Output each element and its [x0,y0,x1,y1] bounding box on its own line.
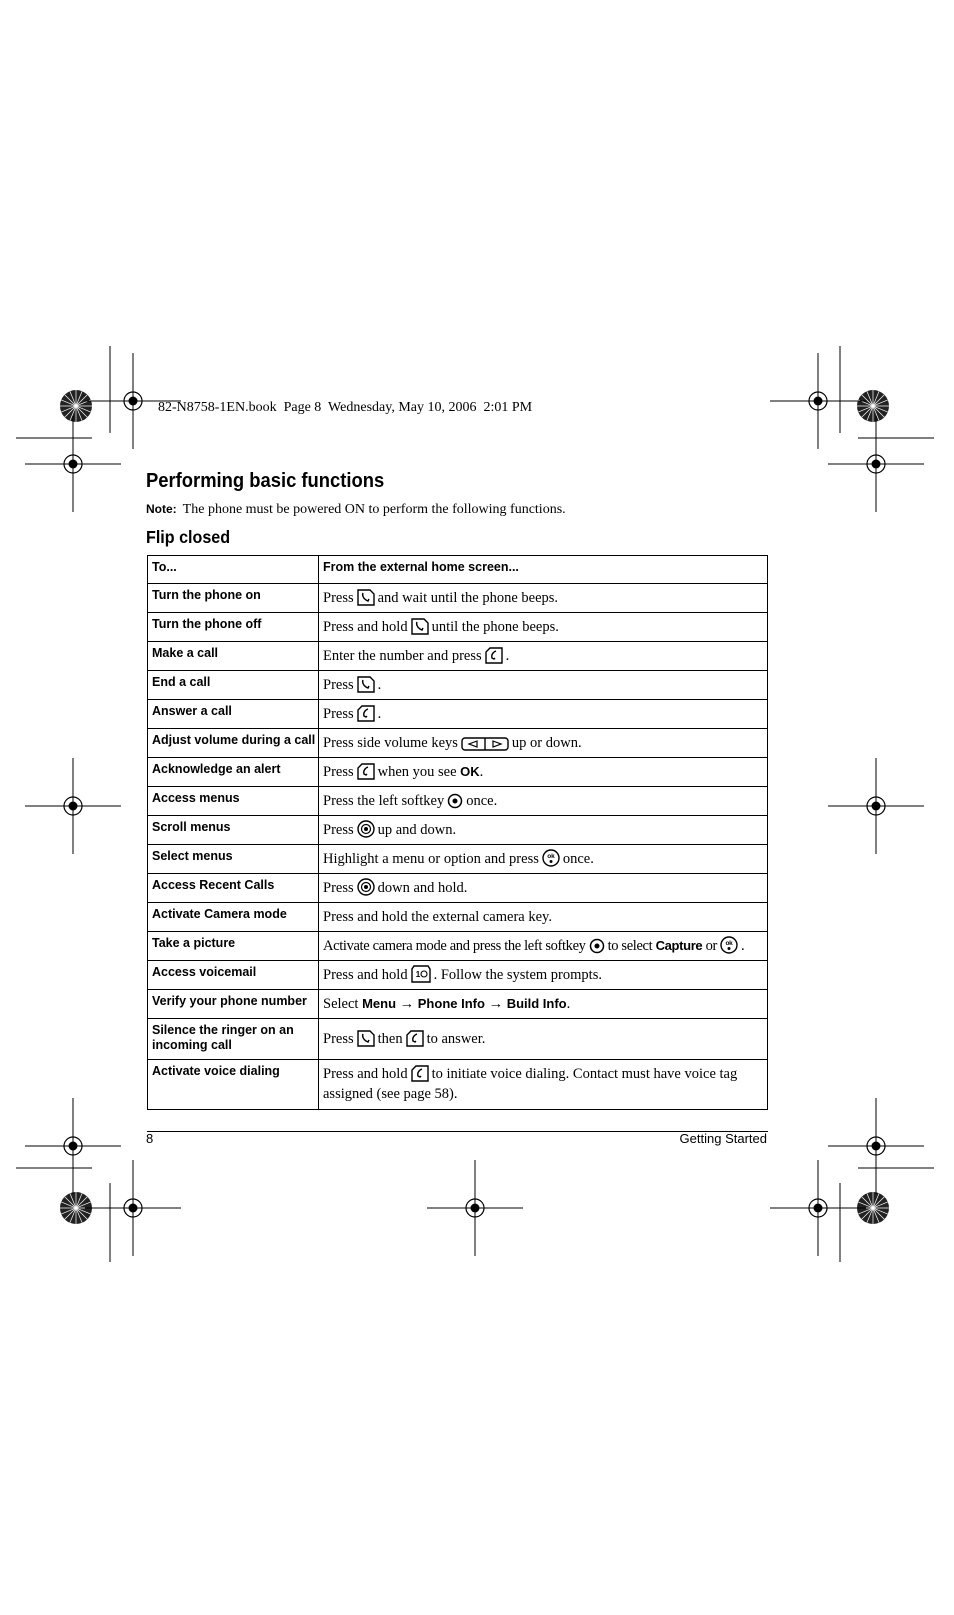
table-row [148,613,768,642]
end-key-icon [357,589,375,606]
send-key-icon [485,647,503,664]
svg-text:1: 1 [415,970,420,979]
row-instruction: Press . [319,700,768,729]
table-header-from: From the external home screen... [319,556,768,584]
send-key-icon [357,763,375,780]
table-row [148,671,768,700]
row-action: Turn the phone on [148,584,319,613]
row-instruction: Press side volume keys up or down. [319,729,768,758]
row-action: Make a call [148,642,319,671]
row-action: Select menus [148,845,319,874]
end-key-icon [411,618,429,635]
row-instruction: Press the left softkey once. [319,787,768,816]
table-header-to: To... [148,556,319,584]
ok-key-icon [720,936,738,954]
left-softkey-icon [447,793,463,809]
table-header-row [148,556,768,584]
table-row [148,990,768,1019]
row-action: Take a picture [148,932,319,961]
row-instruction: Press . [319,671,768,700]
row-instruction: Select Menu → Phone Info → Build Info. [319,990,768,1019]
section-subtitle: Flip closed [146,527,231,547]
table-row [148,787,768,816]
row-instruction: Activate camera mode and press the left softkey to select Capture or ok . [319,932,768,961]
table-row [148,932,768,961]
row-instruction: Press up and down. [319,816,768,845]
table-row [148,584,768,613]
table-row [148,903,768,932]
page-title: Performing basic functions [146,470,385,492]
table-row [148,845,768,874]
navigation-key-icon [357,820,375,838]
table-row [148,700,768,729]
note-label: Note: [146,502,177,516]
row-action: Access menus [148,787,319,816]
row-action: Access Recent Calls [148,874,319,903]
table-row [148,758,768,787]
table-row [148,961,768,990]
row-action: Acknowledge an alert [148,758,319,787]
row-instruction: Enter the number and press . [319,642,768,671]
volume-keys-icon [461,737,509,751]
row-instruction: Press when you see OK. [319,758,768,787]
row-instruction: Press then to answer. [319,1019,768,1060]
table-row [148,874,768,903]
row-action: Turn the phone off [148,613,319,642]
table-row [148,642,768,671]
end-key-icon [357,1030,375,1047]
send-key-icon [357,705,375,722]
row-action: Verify your phone number [148,990,319,1019]
row-action: Scroll menus [148,816,319,845]
row-instruction: Press down and hold. [319,874,768,903]
note [146,502,566,518]
row-action: Activate Camera mode [148,903,319,932]
navigation-key-icon [357,878,375,896]
note-text: The phone must be powered ON to perform the following functions. [182,502,566,517]
ok-key-icon [542,849,560,867]
svg-text:ok: ok [725,940,733,947]
row-instruction: Press and hold to initiate voice dialing. Contact must have voice tag assigned (see page 58). [319,1060,768,1110]
footer-rule [147,1131,768,1132]
row-instruction: Press and hold 1 . Follow the system prompts. [319,961,768,990]
row-instruction: Press and hold the external camera key. [319,903,768,932]
row-instruction: Press and wait until the phone beeps. [319,584,768,613]
row-action: End a call [148,671,319,700]
send-key-icon [411,1065,429,1082]
row-instruction: Press and hold until the phone beeps. [319,613,768,642]
row-action: Answer a call [148,700,319,729]
row-action: Activate voice dialing [148,1060,319,1110]
row-instruction: Highlight a menu or option and press ok once. [319,845,768,874]
functions-table [147,555,768,1110]
footer-section: Getting Started [679,1131,767,1146]
print-header: 82-N8758-1EN.book Page 8 Wednesday, May 10, 2006 2:01 PM [158,400,533,415]
table-row [148,1019,768,1060]
table-row [148,1060,768,1110]
left-softkey-icon [589,938,605,954]
table-row [148,729,768,758]
end-key-icon [357,676,375,693]
send-key-icon [406,1030,424,1047]
svg-text:ok: ok [547,853,555,860]
row-action: Access voicemail [148,961,319,990]
row-action: Silence the ringer on an incoming call [148,1019,319,1060]
table-row [148,816,768,845]
page-number: 8 [146,1131,154,1146]
voicemail-key-icon [411,965,431,983]
row-action: Adjust volume during a call [148,729,319,758]
